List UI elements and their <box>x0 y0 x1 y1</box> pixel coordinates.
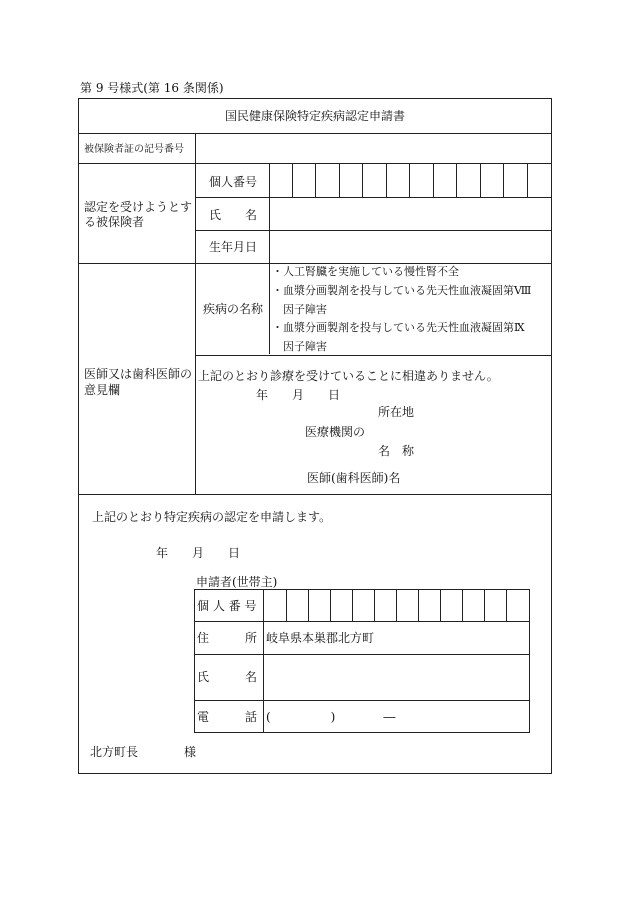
divider <box>339 164 340 197</box>
disease-item: ・人工腎臓を実施している慢性腎不全 <box>272 265 459 278</box>
phone-field[interactable]: ( ) ― <box>266 710 396 724</box>
divider <box>506 590 507 621</box>
cert-number-label: 被保険者証の記号番号 <box>84 144 184 155</box>
divider <box>286 590 287 621</box>
individual-number-boxes[interactable] <box>270 164 551 197</box>
divider <box>195 355 552 356</box>
divider <box>352 590 353 621</box>
applicant-label: 申請者(世帯主) <box>196 575 278 589</box>
divider <box>418 590 419 621</box>
addressee: 北方町長 <box>90 745 139 759</box>
confirm-text: 上記のとおり診療を受けていることに相違ありません。 <box>198 369 499 383</box>
disease-item: ・血漿分画製剤を投与している先天性血液凝固第Ⅸ <box>272 321 525 334</box>
birthdate-label: 生年月日 <box>209 240 258 254</box>
insured-label: 認定を受けようとする被保険者 <box>84 200 193 229</box>
cert-number-field[interactable] <box>196 134 551 163</box>
divider <box>195 263 196 494</box>
location-label: 所在地 <box>378 405 415 419</box>
disease-item: ・血漿分画製剤を投与している先天性血液凝固第Ⅷ <box>272 284 532 297</box>
divider <box>374 590 375 621</box>
divider <box>315 164 316 197</box>
divider <box>195 163 196 263</box>
divider <box>78 494 552 495</box>
disease-item: 因子障害 <box>272 340 327 353</box>
address-field[interactable]: 岐阜県本巣郡北方町 <box>266 631 375 645</box>
divider <box>396 590 397 621</box>
divider <box>292 164 293 197</box>
doctor-name-label: 医師(歯科医師)名 <box>307 471 401 485</box>
institution-label: 医療機関の <box>305 425 366 439</box>
form-number: 第 9 号様式(第 16 条関係) <box>80 81 224 95</box>
applicant-number-label: 個 人 番 号 <box>197 599 257 613</box>
divider <box>78 263 552 264</box>
divider <box>362 164 363 197</box>
disease-name-label: 疾病の名称 <box>203 302 264 316</box>
divider <box>440 590 441 621</box>
doctor-section-label: 医師又は歯科医師の意見欄 <box>84 367 193 397</box>
divider <box>433 164 434 197</box>
applicant-number-boxes[interactable] <box>264 590 529 621</box>
name-label: 氏 名 <box>209 208 258 222</box>
divider <box>503 164 504 197</box>
disease-item: 因子障害 <box>272 303 327 316</box>
apply-text: 上記のとおり特定疾病の認定を申請します。 <box>92 510 332 524</box>
apply-date: 年 月 日 <box>156 546 241 560</box>
divider <box>409 164 410 197</box>
divider <box>330 590 331 621</box>
applicant-name-label: 氏 名 <box>197 670 258 684</box>
divider <box>462 590 463 621</box>
divider <box>386 164 387 197</box>
address-label: 住 所 <box>197 631 258 645</box>
divider <box>456 164 457 197</box>
institution-name-label: 名 称 <box>378 444 415 458</box>
honorific: 様 <box>184 745 197 759</box>
form-title: 国民健康保険特定疾病認定申請書 <box>224 109 405 123</box>
divider <box>194 700 530 701</box>
phone-label: 電 話 <box>197 710 258 724</box>
applicant-name-field[interactable] <box>264 655 529 700</box>
divider <box>269 263 270 354</box>
doctor-date-line: 年 月 日 <box>256 388 341 402</box>
divider <box>527 164 528 197</box>
divider <box>308 590 309 621</box>
divider <box>194 621 530 622</box>
divider <box>484 590 485 621</box>
name-field[interactable] <box>270 198 551 230</box>
individual-number-label: 個人番号 <box>209 175 258 189</box>
birthdate-field[interactable] <box>270 231 551 263</box>
divider <box>480 164 481 197</box>
